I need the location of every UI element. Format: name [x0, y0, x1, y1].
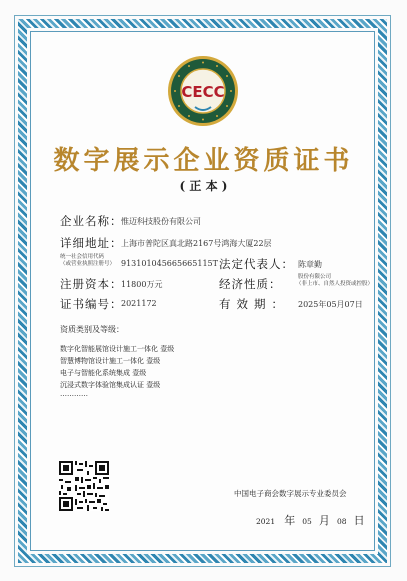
cert-no-label: 证书编号： — [60, 297, 123, 311]
qualification-item: 智慧博物馆设计施工一体化 壹级 — [60, 357, 161, 365]
certificate-title: 数字展示企业资质证书 — [53, 146, 354, 176]
economic-nature-value-line1: 股份有限公司 — [298, 274, 332, 280]
credit-code-label-line1: 统一社会信用代码 — [60, 254, 105, 260]
qualification-item: ………… — [60, 390, 88, 398]
valid-until-label: 有效期： — [219, 297, 289, 311]
issue-year: 2021 — [256, 517, 276, 526]
issue-day-unit: 日 — [353, 514, 365, 527]
qr-code-icon — [59, 461, 109, 511]
company-label: 企业名称： — [60, 214, 123, 228]
issue-year-unit: 年 — [284, 514, 296, 527]
economic-nature-label: 经济性质： — [219, 277, 282, 291]
issue-month-unit: 月 — [318, 514, 330, 527]
company-value: 惟迈科技股份有限公司 — [121, 217, 201, 226]
address-label: 详细地址： — [60, 236, 123, 250]
address-value: 上海市普陀区真北路2167号鸿海大厦22层 — [121, 239, 272, 248]
legal-rep-label: 法定代表人： — [219, 257, 294, 271]
valid-until-value: 2025年05月07日 — [298, 300, 363, 309]
issuer-name: 中国电子商会数字展示专业委员会 — [234, 489, 347, 498]
issue-day: 08 — [337, 517, 347, 526]
qualification-item: 数字化智能展馆设计施工一体化 壹级 — [60, 345, 175, 353]
legal-rep-value: 陈章勤 — [298, 260, 322, 269]
cert-no-value: 2021172 — [121, 299, 157, 308]
certificate-subtitle: ( 正 本 ) — [179, 179, 228, 193]
capital-label: 注册资本： — [60, 277, 123, 291]
credit-code-value: 913101045665665115T — [121, 259, 218, 268]
issue-date — [256, 509, 365, 528]
capital-value: 11800万元 — [121, 280, 163, 289]
seal-letters: CECC — [181, 83, 225, 101]
credit-code-label-line2: （或营业执照注册号） — [60, 261, 116, 267]
cecc-seal-icon — [167, 55, 239, 127]
issue-month: 05 — [302, 517, 312, 526]
qualification-item: 电子与智能化系统集成 壹级 — [60, 369, 147, 377]
qualification-item: 沉浸式数字体验馆集成认证 壹级 — [60, 381, 161, 389]
qualifications-heading: 资质类别及等级： — [60, 325, 124, 334]
economic-nature-value-line2: （非上市、自然人投资或控股） — [296, 281, 374, 287]
